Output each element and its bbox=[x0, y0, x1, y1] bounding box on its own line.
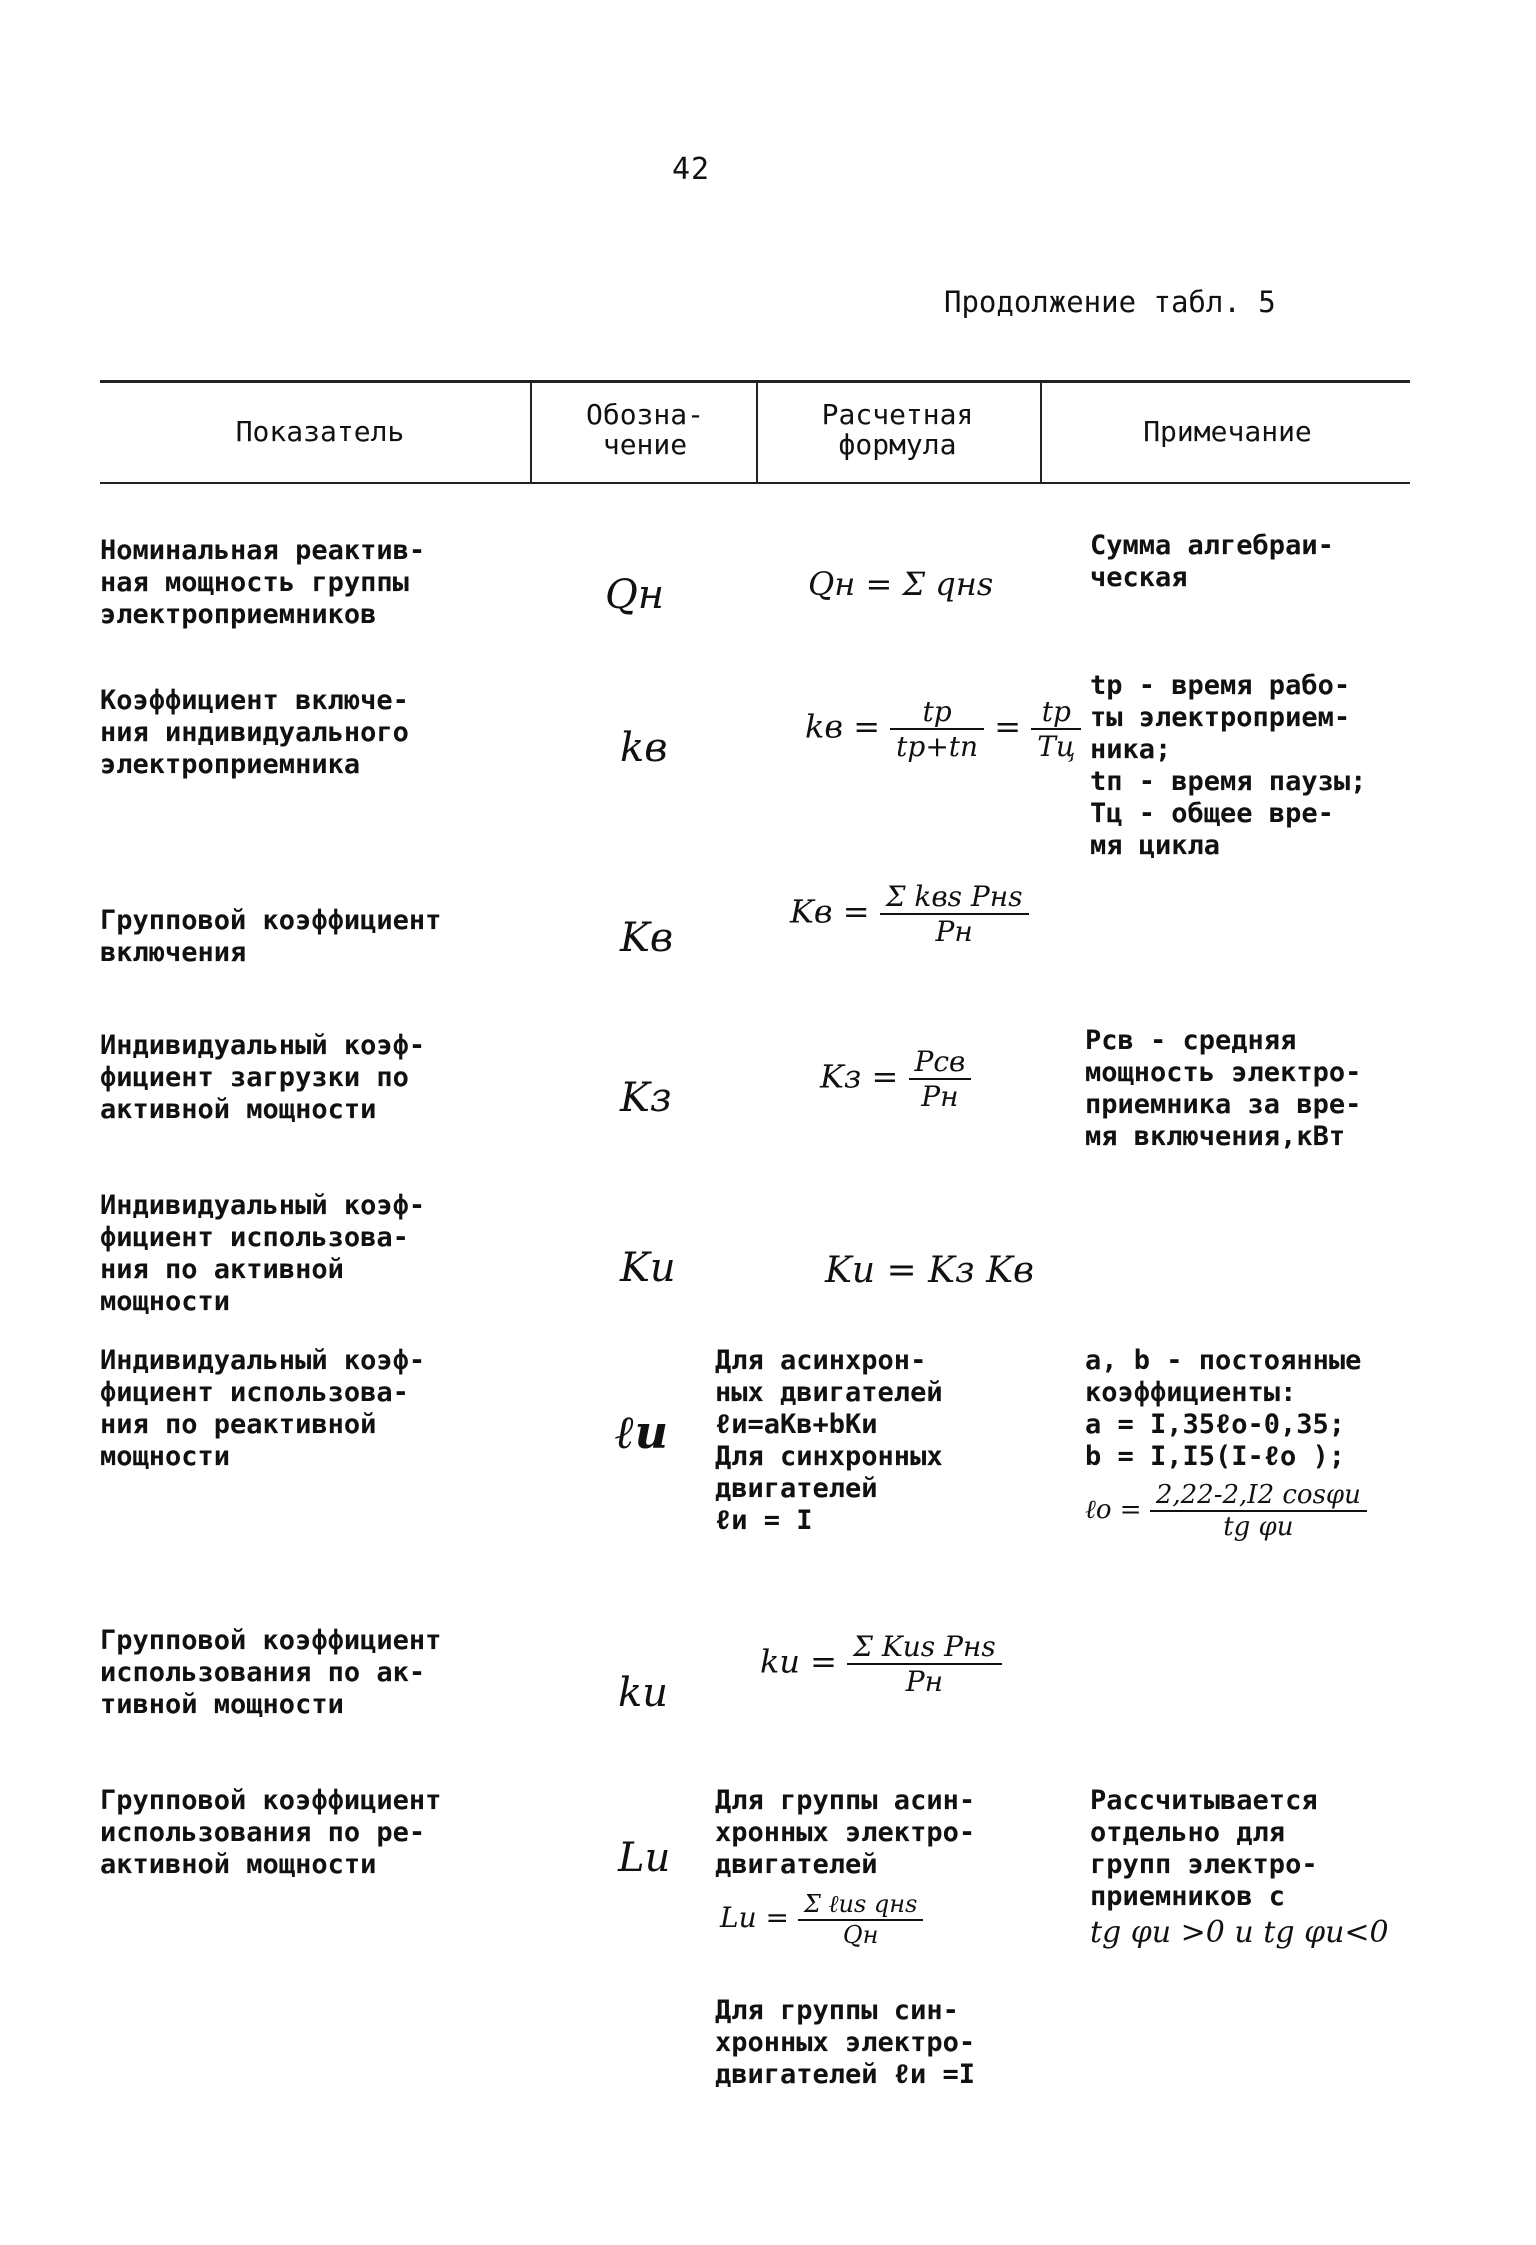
page-number: 42 bbox=[672, 152, 711, 187]
row3-formula-left: Kв = bbox=[790, 892, 870, 931]
row3-formula bbox=[790, 880, 1029, 948]
row3-indicator: Групповой коэффициент включения bbox=[100, 905, 442, 968]
row6-note-frac-num: 2,22-2,I2 cosφи bbox=[1150, 1480, 1367, 1512]
row7-formula bbox=[760, 1630, 1002, 1698]
row6-symbol: ℓи bbox=[615, 1405, 669, 1459]
row4-frac-den: Pн bbox=[921, 1080, 959, 1113]
row4-frac-num: Pсв bbox=[909, 1045, 972, 1080]
row2-equals: = bbox=[994, 707, 1022, 746]
row2-fraction-1 bbox=[890, 695, 984, 763]
row4-note: Pсв - средняя мощность электро- приемника за вре- мя включения,кВт bbox=[1085, 1025, 1362, 1152]
row3-frac-num: Σ kвs Pнs bbox=[880, 880, 1029, 915]
row7-symbol: kи bbox=[618, 1670, 668, 1716]
row2-frac1-den: tр+tп bbox=[896, 730, 979, 763]
row7-indicator: Групповой коэффициент использования по ак- тивной мощности bbox=[100, 1625, 442, 1720]
row4-formula bbox=[820, 1045, 971, 1113]
row3-symbol: Kв bbox=[620, 915, 674, 961]
row6-indicator: Индивидуальный коэф- фициент использова- ния по реактивной мощности bbox=[100, 1345, 426, 1472]
row8-frac-num: Σ ℓиs qнs bbox=[798, 1890, 923, 1921]
row4-fraction bbox=[909, 1045, 972, 1113]
row8-frac-den: Qн bbox=[842, 1921, 879, 1949]
row6-note-fraction bbox=[1150, 1480, 1367, 1542]
table-continuation-label: Продолжение табл. 5 bbox=[944, 285, 1276, 319]
row2-note: tр - время рабо- ты электроприем- ника; tп - время паузы; Tц - общее вре- мя цикла bbox=[1090, 670, 1367, 861]
row5-symbol: Kи bbox=[620, 1245, 676, 1291]
row7-frac-num: Σ Kиs Pнs bbox=[847, 1630, 1002, 1665]
row3-frac-den: Pн bbox=[935, 915, 973, 948]
row2-formula-left: kв = bbox=[805, 707, 880, 746]
row6-formula-text: Для асинхрон- ных двигателей ℓи=aKв+bKи Для синхронных двигателей ℓи = I bbox=[715, 1345, 943, 1536]
row1-symbol: Qн bbox=[605, 572, 665, 618]
header-designation: Обозна- чение bbox=[585, 398, 704, 461]
table-top-rule bbox=[100, 380, 1410, 383]
row2-frac2-den: Tц bbox=[1037, 730, 1076, 763]
row6-note-formula bbox=[1085, 1480, 1367, 1542]
row8-indicator: Групповой коэффициент использования по ре- активной мощности bbox=[100, 1785, 442, 1880]
row2-symbol: kв bbox=[620, 725, 668, 771]
row8-fraction bbox=[798, 1890, 923, 1949]
row1-indicator: Номинальная реактив- ная мощность группы электроприемников bbox=[100, 535, 426, 630]
row7-formula-left: kи = bbox=[760, 1642, 837, 1681]
row5-formula: Kи = Kз Kв bbox=[825, 1250, 1034, 1291]
row2-frac2-num: tр bbox=[1031, 695, 1081, 730]
col-divider-1 bbox=[530, 383, 532, 483]
row6-note: a, b - постоянные коэффициенты: a = I,35ℓо-0,35; b = I,I5(I-ℓо ); bbox=[1085, 1345, 1362, 1472]
row2-frac1-num: tр bbox=[890, 695, 984, 730]
col-divider-3 bbox=[1040, 383, 1042, 483]
row8-formula-text-2: Для группы син- хронных электро- двигателей ℓи =I bbox=[715, 1995, 976, 2090]
row1-note: Сумма алгебраи- ческая bbox=[1090, 530, 1334, 593]
header-formula: Расчетная формула bbox=[821, 398, 974, 461]
header-indicator: Показатель bbox=[235, 415, 405, 448]
row6-note-formula-left: ℓо = bbox=[1085, 1495, 1142, 1525]
row7-fraction bbox=[847, 1630, 1002, 1698]
row4-formula-left: Kз = bbox=[820, 1057, 899, 1096]
row2-indicator: Коэффициент включе- ния индивидуального электроприемника bbox=[100, 685, 409, 780]
header-note: Примечание bbox=[1143, 415, 1312, 448]
row7-frac-den: Pн bbox=[905, 1665, 944, 1698]
row8-symbol: Lи bbox=[618, 1835, 671, 1881]
row8-note: Рассчитывается отдельно для групп электро- приемников с bbox=[1090, 1785, 1318, 1912]
row2-formula bbox=[805, 695, 1081, 763]
row8-formula-text: Для группы асин- хронных электро- двигателей bbox=[715, 1785, 976, 1880]
row8-formula bbox=[720, 1890, 923, 1949]
row8-formula-left: Lи = bbox=[720, 1901, 789, 1934]
row4-symbol: Kз bbox=[620, 1075, 672, 1121]
row1-formula: Qн = Σ qнs bbox=[808, 565, 994, 603]
row8-note-formula: tg φи >0 и tg φи<0 bbox=[1090, 1915, 1389, 1950]
row4-indicator: Индивидуальный коэф- фициент загрузки по активной мощности bbox=[100, 1030, 426, 1125]
row3-fraction bbox=[880, 880, 1029, 948]
col-divider-2 bbox=[756, 383, 758, 483]
row5-indicator: Индивидуальный коэф- фициент использова- ния по активной мощности bbox=[100, 1190, 426, 1317]
row2-fraction-2 bbox=[1031, 695, 1081, 763]
table-header-bottom-rule bbox=[100, 482, 1410, 484]
row6-note-frac-den: tg φи bbox=[1223, 1512, 1294, 1542]
